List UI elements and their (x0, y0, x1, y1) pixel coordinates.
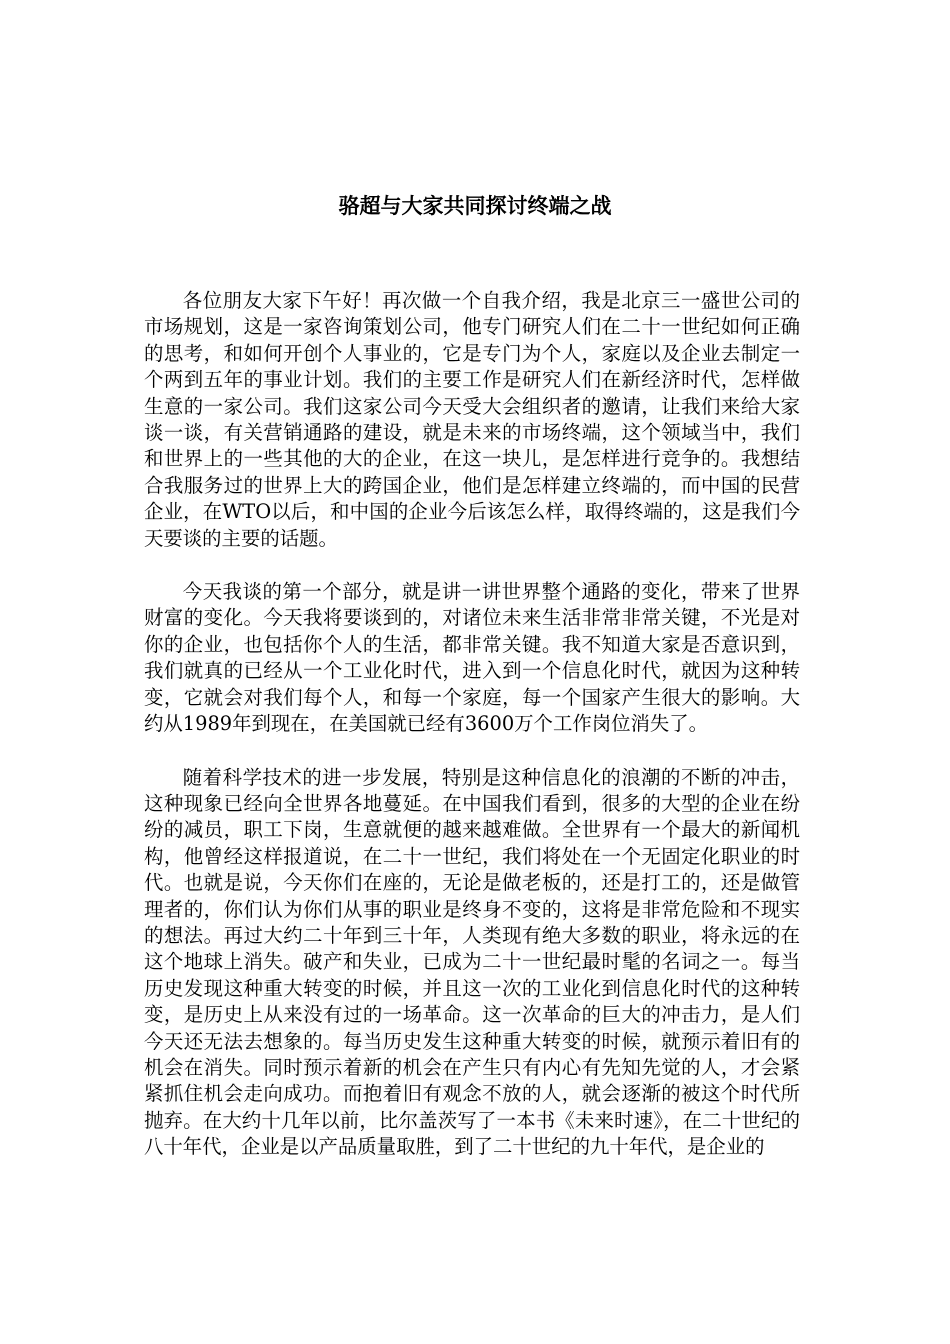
document-title: 骆超与大家共同探讨终端之战 (338, 194, 612, 218)
paragraph-1: 各位朋友大家下午好！再次做一个自我介绍，我是北京三一盛世公司的市场规划，这是一家咨询策划公司，他专门研究人们在二十一世纪如何正确的思考，和如何开创个人事业的，它是专门为个人，家庭以及企业去制定一个两到五年的事业计划。我们的主要工作是研究人们在新经济时代，怎样做生意的一家公司。我们这家公司今天受大会组织者的邀请，让我们来给大家谈一谈，有关营销通路的建设，就是未来的市场终端，这个领域当中，我们和世界上的一些其他的大的企业，在这一块儿，是怎样进行竞争的。我想结合我服务过的世界上大的跨国企业，他们是怎样建立终端的，而中国的民营企业，在WTO以后，和中国的企业今后该怎么样，取得终端的，这是我们今天要谈的主要的话题。 (144, 289, 800, 550)
paragraph-2: 今天我谈的第一个部分，就是讲一讲世界整个通路的变化，带来了世界财富的变化。今天我将要谈到的，对诸位未来生活非常非常关键，不光是对你的企业，也包括你个人的生活，都非常关键。我不知道大家是否意识到，我们就真的已经从一个工业化时代，进入到一个信息化时代，就因为这种转变，它就会对我们每个人，和每一个家庭，每一个国家产生很大的影响。大约从1989年到现在，在美国就已经有3600万个工作岗位消失了。 (144, 580, 800, 736)
paragraph-3: 随着科学技术的进一步发展，特别是这种信息化的浪潮的不断的冲击，这种现象已经向全世界各地蔓延。在中国我们看到，很多的大型的企业在纷纷的减员，职工下岗，生意就便的越来越难做。全世界有一个最大的新闻机构，他曾经这样报道说，在二十一世纪，我们将处在一个无固定化职业的时代。也就是说，今天你们在座的，无论是做老板的，还是打工的，还是做管理者的，你们认为你们从事的职业是终身不变的，这将是非常危险和不现实的想法。再过大约二十年到三十年，人类现有绝大多数的职业，将永远的在这个地球上消失。破产和失业，已成为二十一世纪最时髦的名词之一。每当历史发现这种重大转变的时候，并且这一次的工业化到信息化时代的这种转变，是历史上从来没有过的一场革命。这一次革命的巨大的冲击力，是人们今天还无法去想象的。每当历史发生这种重大转变的时候，就预示着旧有的机会在消失。同时预示着新的机会在产生只有内心有先知先觉的人，才会紧紧抓住机会走向成功。而抱着旧有观念不放的人，就会逐渐的被这个时代所抛弃。在大约十几年以前，比尔盖茨写了一本书《未来时速》，在二十世纪的八十年代，企业是以产品质量取胜，到了二十世纪的九十年代，是企业的 (144, 765, 800, 1159)
document-body (144, 288, 800, 1188)
